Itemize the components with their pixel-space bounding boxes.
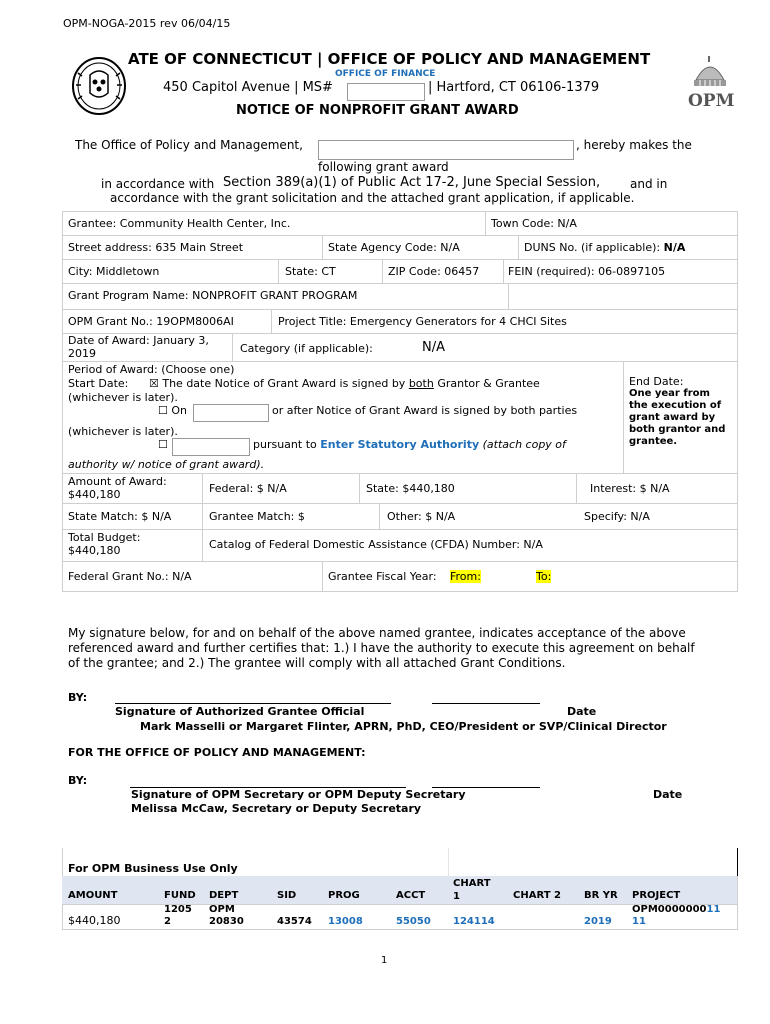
duns-label: DUNS No. (if applicable): N/A [524, 241, 686, 254]
col-acct: ACCT [396, 890, 426, 901]
state-agency-code: State Agency Code: N/A [328, 241, 460, 254]
grantee-match: Grantee Match: $ [209, 510, 305, 523]
option-on-date-text: or after Notice of Grant Award is signed by both parties [272, 404, 578, 417]
whichever-later-2: (whichever is later). [68, 425, 178, 438]
row-bryr: 2019 [584, 916, 612, 927]
statutory-text-cont: authority w/ notice of grant award). [68, 458, 265, 471]
period-label: Period of Award: (Choose one) [68, 363, 235, 376]
col-amount: AMOUNT [68, 890, 118, 901]
grantee-signature-label: Signature of Authorized Grantee Official [115, 705, 365, 718]
statutory-text: pursuant to Enter Statutory Authority (attach copy of [253, 438, 566, 451]
grantee-name: Grantee: Community Health Center, Inc. [68, 217, 291, 230]
opm-grant-no: OPM Grant No.: 19OPM8006AI [68, 315, 234, 328]
category-value: N/A [422, 340, 445, 355]
duns-value: N/A [663, 241, 686, 254]
category-label: Category (if applicable): [240, 342, 373, 355]
whichever-later-1: (whichever is later). [68, 391, 178, 404]
state-seal-icon [70, 55, 128, 117]
ms-number-field[interactable] [347, 83, 425, 101]
address-suffix: | Hartford, CT 06106-1379 [428, 80, 600, 95]
by-label-2: BY: [68, 774, 88, 787]
start-date-label: Start Date: [68, 377, 129, 390]
town-code: Town Code: N/A [491, 217, 577, 230]
form-id: OPM-NOGA-2015 rev 06/04/15 [63, 17, 231, 30]
col-sid: SID [277, 890, 297, 901]
street-address: Street address: 635 Main Street [68, 241, 244, 254]
row-acct: 55050 [396, 916, 431, 927]
option-statutory-checkbox[interactable]: ☐ [158, 438, 168, 451]
col-chart2: CHART 2 [513, 890, 561, 901]
row-sid: 43574 [277, 916, 312, 927]
interest-amount: Interest: $ N/A [590, 482, 670, 495]
address-prefix: 450 Capitol Avenue | MS# [163, 80, 333, 95]
date-of-award-line2: 2019 [68, 347, 96, 360]
grantee-officials: Mark Masselli or Margaret Flinter, APRN, PhD, CEO/President or SVP/Clinical Director [140, 720, 667, 733]
opm-secretary-name: Melissa McCaw, Secretary or Deputy Secretary [131, 802, 422, 815]
federal-grant-no: Federal Grant No.: N/A [68, 570, 192, 583]
other-amount: Other: $ N/A [387, 510, 456, 523]
opm-date-label: Date [653, 788, 683, 801]
statutory-authority-link[interactable]: Enter Statutory Authority [320, 438, 480, 451]
option-on-date[interactable]: ☐ On [158, 404, 187, 417]
fiscal-year-from[interactable]: From: [450, 570, 481, 583]
statutory-date-field[interactable] [172, 438, 250, 456]
notice-title: NOTICE OF NONPROFIT GRANT AWARD [236, 103, 519, 118]
option-signed-both[interactable]: ☒ The date Notice of Grant Award is signed by both Grantor & Grantee [149, 377, 540, 390]
grant-program-name: Grant Program Name: NONPROFIT GRANT PROGRAM [68, 289, 358, 302]
city: City: Middletown [68, 265, 160, 278]
row-dept-1: OPM [209, 904, 235, 915]
total-budget-label: Total Budget: [68, 531, 141, 544]
col-chart1: CHART 1 [453, 878, 491, 902]
specify: Specify: N/A [584, 510, 650, 523]
opm-dome-icon [686, 56, 734, 96]
acceptance-line3: of the grantee; and 2.) The grantee will comply with all attached Grant Conditions. [68, 656, 566, 670]
office-name-field[interactable] [318, 140, 574, 160]
state-amount: State: $440,180 [366, 482, 455, 495]
row-fund-1: 1205 [164, 904, 192, 915]
fein: FEIN (required): 06-0897105 [508, 265, 666, 278]
row-project-2: 11 [632, 916, 646, 927]
amount-value: $440,180 [68, 488, 121, 501]
row-fund-2: 2 [164, 916, 171, 927]
on-date-field[interactable] [193, 404, 269, 422]
amount-label: Amount of Award: [68, 475, 167, 488]
col-project: PROJECT [632, 890, 681, 901]
header-title: ATE OF CONNECTICUT | OFFICE OF POLICY AND MANAGEMENT [128, 50, 651, 68]
office-of-finance: OFFICE OF FINANCE [335, 69, 436, 79]
state: State: CT [285, 265, 336, 278]
cfda-number: Catalog of Federal Domestic Assistance (CFDA) Number: N/A [209, 538, 543, 551]
fiscal-year-to[interactable]: To: [536, 570, 552, 583]
total-budget-value: $440,180 [68, 544, 121, 557]
intro-line1-prefix: The Office of Policy and Management, [75, 138, 303, 152]
intro-line4: accordance with the grant solicitation and the attached grant application, if applicable. [110, 191, 635, 205]
row-dept-2: 20830 [209, 916, 244, 927]
zip-code: ZIP Code: 06457 [388, 265, 480, 278]
row-prog: 13008 [328, 916, 363, 927]
row-amount: $440,180 [68, 914, 121, 927]
intro-statute: Section 389(a)(1) of Public Act 17-2, June Special Session, [223, 175, 601, 190]
intro-line2: following grant award [318, 160, 449, 174]
acceptance-line1: My signature below, for and on behalf of the above named grantee, indicates acceptance of the above [68, 626, 686, 640]
col-prog: PROG [328, 890, 360, 901]
acceptance-line2: referenced award and further certifies that: 1.) I have the authority to execute this agreement on behalf [68, 641, 695, 655]
intro-line3-a: in accordance with [101, 177, 215, 191]
fiscal-year-label: Grantee Fiscal Year: [328, 570, 437, 583]
end-date-value: One year from the execution of grant award by both grantor and grantee. [629, 388, 726, 447]
row-project-1: OPM000000011 [632, 904, 721, 915]
federal-amount: Federal: $ N/A [209, 482, 287, 495]
grantee-date-line[interactable] [432, 703, 540, 704]
grantee-signature-line[interactable] [115, 703, 391, 704]
opm-logo-text: OPM [688, 91, 735, 111]
date-of-award-line1: Date of Award: January 3, [68, 334, 209, 347]
page-number: 1 [381, 955, 388, 966]
row-chart1: 124114 [453, 916, 495, 927]
state-match: State Match: $ N/A [68, 510, 172, 523]
opm-heading: FOR THE OFFICE OF POLICY AND MANAGEMENT: [68, 746, 366, 759]
project-title: Project Title: Emergency Generators for 4 CHCI Sites [278, 315, 567, 328]
grantee-date-label: Date [567, 705, 597, 718]
business-use-heading: For OPM Business Use Only [68, 862, 238, 875]
col-fund: FUND [164, 890, 196, 901]
col-dept: DEPT [209, 890, 239, 901]
intro-line1-suffix: , hereby makes the [576, 138, 692, 152]
opm-signature-label: Signature of OPM Secretary or OPM Deputy Secretary [131, 788, 466, 801]
intro-line3-c: and in [630, 177, 668, 191]
end-date-label: End Date: [629, 375, 684, 388]
by-label-1: BY: [68, 691, 88, 704]
col-bryr: BR YR [584, 890, 618, 901]
